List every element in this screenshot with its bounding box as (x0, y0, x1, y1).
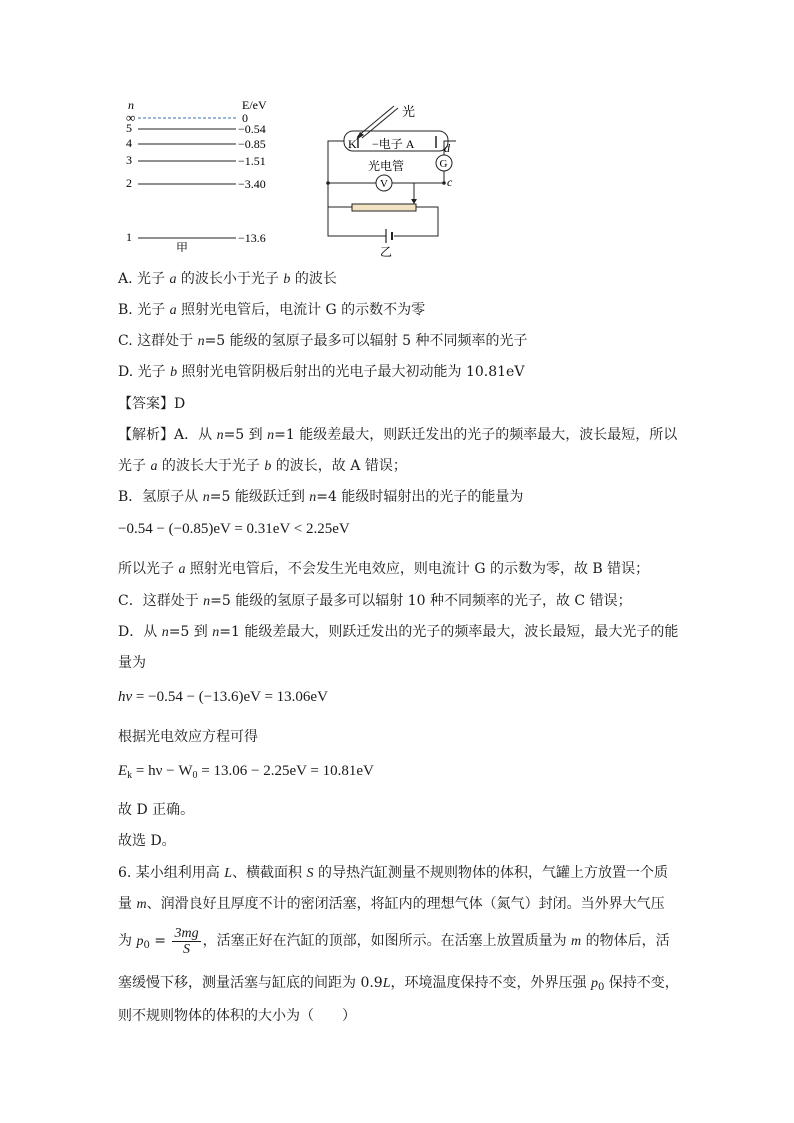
slider-arrow-icon (411, 199, 417, 204)
figure-jia-caption: 甲 (176, 241, 189, 252)
analysis-line-2: 光子 a 的波长大于光子 b 的波长，故 A 错误； (118, 458, 407, 474)
question-6-line-1: 6. 某小组利用高 L、横截面积 S 的导热汽缸测量不规则物体的体积，气罐上方放置一个质 (118, 865, 668, 881)
option-d: D. 光子 b 照射光电管阴极后射出的光电子最大初动能为 10.81eV (118, 364, 525, 380)
analysis-line-7: 量为 (118, 655, 146, 671)
answer-line: 【答案】D (118, 396, 186, 412)
d-point-label: d (444, 141, 450, 155)
level-e-2: −3.40 (238, 177, 266, 191)
option-c: C. 这群处于 n=5 能级的氢原子最多可以辐射 5 种不同频率的光子 (118, 333, 528, 349)
analysis-line-10: 故选 D。 (118, 833, 176, 849)
question-6-line-2: 量 m、润滑良好且厚度不计的密闭活塞，将缸内的理想气体（氮气）封闭。当外界大气压 (118, 896, 665, 912)
tube-inner-label: −电子 A (372, 137, 415, 151)
level-e-5: −0.54 (238, 122, 266, 136)
pressure-fraction: $\frac{3mg}{S}$ (174, 925, 199, 957)
energy-level-diagram (118, 96, 288, 252)
question-6-line-5: 则不规则物体的体积的大小为（ ） (118, 1008, 356, 1024)
analysis-line-3: B．氢原子从 n=5 能级跃迁到 n=4 能级时辐射出的光子的能量为 (118, 489, 524, 505)
level-e-inf: 0 (242, 111, 248, 125)
level-e-4: −0.85 (238, 137, 266, 151)
level-n-2: 2 (126, 176, 132, 190)
light-label: 光 (402, 104, 416, 119)
option-a: A. 光子 a 的波长小于光子 b 的波长 (118, 271, 337, 287)
analysis-line-1: 【解析】A．从 n=5 到 n=1 能级差最大，则跃迁发出的光子的频率最大，波长最短，所以 (118, 427, 678, 443)
equation-1: −0.54 − (−0.85)eV = 0.31eV < 2.25eV (118, 521, 350, 537)
equation-2: hν = −0.54 − (−13.6)eV = 13.06eV (118, 689, 328, 705)
rheostat (352, 204, 416, 211)
figure-yi-caption: 乙 (380, 245, 393, 258)
level-n-inf: ∞ (126, 110, 136, 125)
level-e-1: −13.6 (238, 231, 266, 245)
tube-caption: 光电管 (368, 159, 405, 173)
level-n-4: 4 (126, 136, 132, 150)
equation-3: $E_k = h\nu - W_0 = 13.06 - 2.25eV = 10.81eV$ (118, 763, 374, 781)
level-n-3: 3 (126, 153, 132, 167)
question-6-line-4: 塞缓慢下移，测量活塞与缸底的间距为 0.9L，环境温度保持不变，外界压强 $p_0$ 保持不变， (118, 975, 679, 993)
level-e-3: −1.51 (238, 154, 266, 168)
question-6-line-3: 为 $p_0$ = $\frac{3mg}{S}$ ，活塞正好在汽缸的顶部，如图所示。在活塞上放置质量为 m 的物体后，活 (118, 925, 670, 957)
light-arrow-icon (356, 132, 364, 140)
voltmeter-label: V (380, 178, 388, 190)
analysis-line-5: C．这群处于 n=5 能级的氢原子最多可以辐射 10 种不同频率的光子，故 C 错误； (118, 593, 632, 609)
option-b: B. 光子 a 照射光电管后，电流计 G 的示数不为零 (118, 302, 426, 318)
c-point-label: c (447, 175, 453, 189)
level-n-1: 1 (126, 230, 132, 244)
galvanometer-label: G (439, 158, 448, 170)
cathode-label: K (348, 137, 357, 151)
n-axis-label: n (128, 98, 134, 112)
analysis-line-9: 故 D 正确。 (118, 802, 195, 818)
level-n-5: 5 (126, 121, 132, 135)
analysis-line-8: 根据光电效应方程可得 (118, 729, 258, 745)
analysis-line-4: 所以光子 a 照射光电管后，不会发生光电效应，则电流计 G 的示数为零，故 B 错误； (118, 561, 650, 577)
energy-axis-label: E/eV (242, 98, 267, 112)
photoelectric-circuit-diagram (320, 96, 470, 258)
analysis-line-6: D．从 n=5 到 n=1 能级差最大，则跃迁发出的光子的频率最大，波长最短，最大光子的能 (118, 624, 679, 640)
